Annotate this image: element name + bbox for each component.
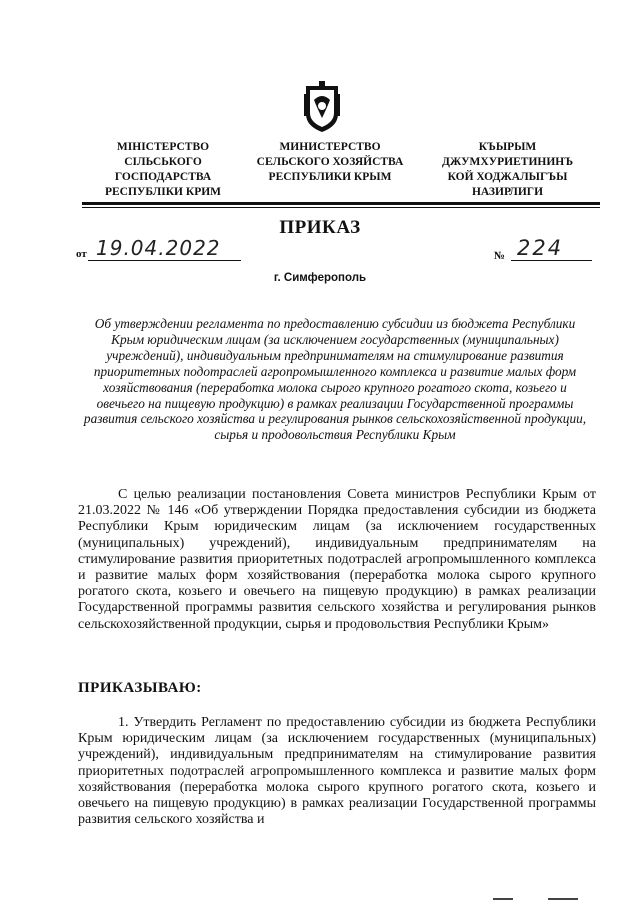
crimea-coat-of-arms-icon	[302, 80, 342, 134]
order-item-1: 1. Утвердить Регламент по предоставлению субсидии из бюджета Республики Крым юридическим лицам (за исключением государственных (муниципальных) учреждений), индивидуальным предпринимателям на стимулирование развития приоритетных подотраслей агропромышленного комплекса и развитие малых форм хозяйствования (переработка молока сырого крупного рогатого скота, козьего и овечьего на пищевую продукцию) в рамках реализации Государственной программы развития сельского хозяйства и	[78, 715, 596, 828]
footer-mark	[493, 898, 513, 900]
header-left-line: ГОСПОДАРСТВА	[114, 171, 212, 183]
header-right-line: ДЖУМХУРИЕТИНИНЪ	[441, 156, 574, 168]
header-center-line: РЕСПУБЛИКИ КРЫМ	[268, 171, 392, 183]
header-right-line: КЪЫРЫМ	[478, 141, 537, 153]
ministry-name-russian	[240, 140, 420, 185]
handwritten-date: 19.04.2022	[88, 236, 241, 261]
date-prefix: от	[76, 248, 87, 260]
header-center-line: СЕЛЬСКОГО ХОЗЯЙСТВА	[256, 156, 404, 168]
header-left-line: МІНІСТЕРСТВО	[116, 141, 210, 153]
ministry-name-ukrainian	[88, 140, 238, 200]
header-left-line: СІЛЬСЬКОГО	[124, 156, 202, 168]
header-right-line: НАЗИРЛИГИ	[471, 186, 544, 198]
footer-mark	[548, 898, 578, 900]
order-word: ПРИКАЗЫВАЮ:	[78, 680, 202, 696]
header-center-line: МИНИСТЕРСТВО	[279, 141, 381, 153]
header-right-line: КОЙ ХОДЖАЛЫГЪЫ	[447, 171, 568, 183]
header-divider-thick	[82, 202, 600, 205]
header-left-line: РЕСПУБЛІКИ КРИМ	[104, 186, 222, 198]
handwritten-number: 224	[511, 236, 592, 261]
number-prefix: №	[494, 250, 506, 262]
header-divider-thin	[82, 207, 600, 208]
ministry-name-crimean-tatar	[420, 140, 595, 200]
order-subject: Об утверждении регламента по предоставлению субсидии из бюджета Республики Крым юридическим лицам (за исключением государственных (муниципальных) учреждений), индивидуальным предпринимателям на стимулирование развития приоритетных подотраслей агропромышленного комплекса и развитие малых форм хозяйствования (переработка молока сырого крупного рогатого скота, козьего и овечьего на пищевую продукцию) в рамках реализации Государственной программы развития сельского хозяйства и регулирования рынков сельскохозяйственной продукции, сырья и продовольствия Республики Крым	[83, 316, 587, 443]
city-line: г. Симферополь	[273, 272, 367, 284]
preamble-paragraph: С целью реализации постановления Совета министров Республики Крым от 21.03.2022 № 146 «Об утверждении Порядка предоставления субсидии из бюджета Республики Крым юридическим лицам (за исключением государственных (муниципальных) учреждений), индивидуальным предпринимателям на стимулирование развития приоритетных подотраслей агропромышленного комплекса и развитие малых форм хозяйствования (переработка молока сырого крупного рогатого скота, козьего и овечьего на пищевую продукцию) в рамках реализации Государственной программы развития сельского хозяйства и регулирования рынков сельскохозяйственной продукции, сырья и продовольствия Республики Крым»	[78, 487, 596, 632]
document-title: ПРИКАЗ	[279, 217, 361, 238]
